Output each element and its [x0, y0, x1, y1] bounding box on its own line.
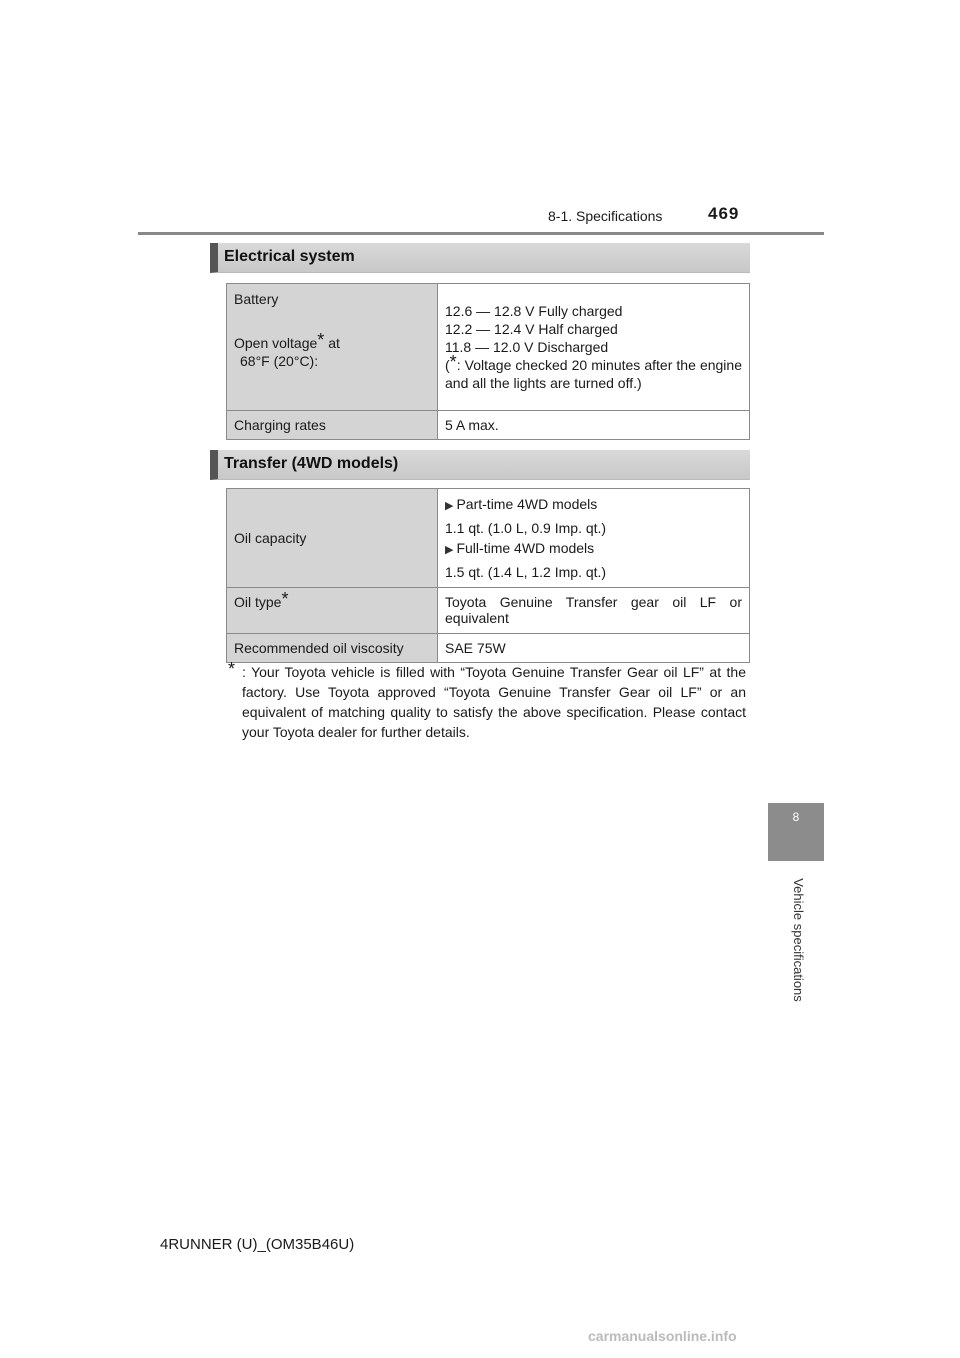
- full-time-value: 1.5 qt. (1.4 L, 1.2 Imp. qt.): [445, 564, 607, 580]
- transfer-spec-table: [226, 488, 750, 663]
- electrical-spec-table: [226, 283, 750, 440]
- battery-value-cell: [438, 284, 750, 411]
- chapter-number: 8: [792, 810, 800, 824]
- oil-capacity-value-cell: [438, 489, 750, 588]
- viscosity-value: SAE 75W: [438, 634, 750, 663]
- asterisk-icon: *: [449, 352, 457, 373]
- voltage-note: (*: Voltage checked 20 minutes after the engine and all the lights are turned off.): [445, 352, 742, 391]
- voltage-discharged: 11.8 — 12.0 V Discharged: [445, 339, 609, 355]
- header-divider: [138, 232, 824, 235]
- oil-capacity-label: Oil capacity: [227, 489, 438, 588]
- header-section-title: 8-1. Specifications: [548, 208, 663, 224]
- watermark: carmanualsonline.info: [588, 1328, 737, 1344]
- table-row: [227, 489, 750, 588]
- battery-label-cell: [227, 284, 438, 411]
- triangle-right-icon: ▶: [445, 500, 454, 512]
- footnote: [228, 659, 746, 742]
- oil-type-value: Toyota Genuine Transfer gear oil LF or equivalent: [438, 588, 750, 634]
- open-voltage-label: Open voltage* at: [234, 330, 340, 351]
- part-time-value: 1.1 qt. (1.0 L, 0.9 Imp. qt.): [445, 520, 607, 536]
- footer-model-code: 4RUNNER (U)_(OM35B46U): [160, 1236, 355, 1253]
- section-heading-transfer: [210, 450, 750, 480]
- section-heading-electrical: [210, 243, 750, 273]
- footnote-text: : Your Toyota vehicle is filled with “Toyota Genuine Transfer Gear oil LF” at the factory. Use Toyota approved “Toyota Genuine Transfer Gear oil LF” or an equivalent of matching quality to satisfy the above specification. Please contact your Toyota dealer for further details.: [242, 664, 746, 740]
- charging-label: Charging rates: [227, 411, 438, 440]
- part-time-label: ▶ Part-time 4WD models: [445, 496, 598, 512]
- asterisk-icon: *: [228, 659, 236, 680]
- asterisk-icon: *: [317, 330, 325, 351]
- table-row: [227, 284, 750, 411]
- table-row: [227, 411, 750, 440]
- asterisk-icon: *: [281, 589, 289, 610]
- table-row: [227, 588, 750, 634]
- chapter-label: Vehicle specifications: [791, 878, 806, 1002]
- charging-value: 5 A max.: [438, 411, 750, 440]
- full-time-label: ▶ Full-time 4WD models: [445, 540, 595, 556]
- oil-type-label: Oil type*: [227, 588, 438, 634]
- section-title: Transfer (4WD models): [224, 455, 399, 472]
- open-voltage-temp: 68°F (20°C):: [240, 353, 319, 369]
- voltage-full: 12.6 — 12.8 V Fully charged: [445, 303, 623, 319]
- viscosity-label: Recommended oil viscosity: [227, 634, 438, 663]
- voltage-half: 12.2 — 12.4 V Half charged: [445, 321, 618, 337]
- triangle-right-icon: ▶: [445, 544, 454, 556]
- table-row: [227, 634, 750, 663]
- battery-label: Battery: [234, 291, 279, 307]
- section-title: Electrical system: [224, 248, 355, 265]
- page-number: 469: [708, 204, 740, 223]
